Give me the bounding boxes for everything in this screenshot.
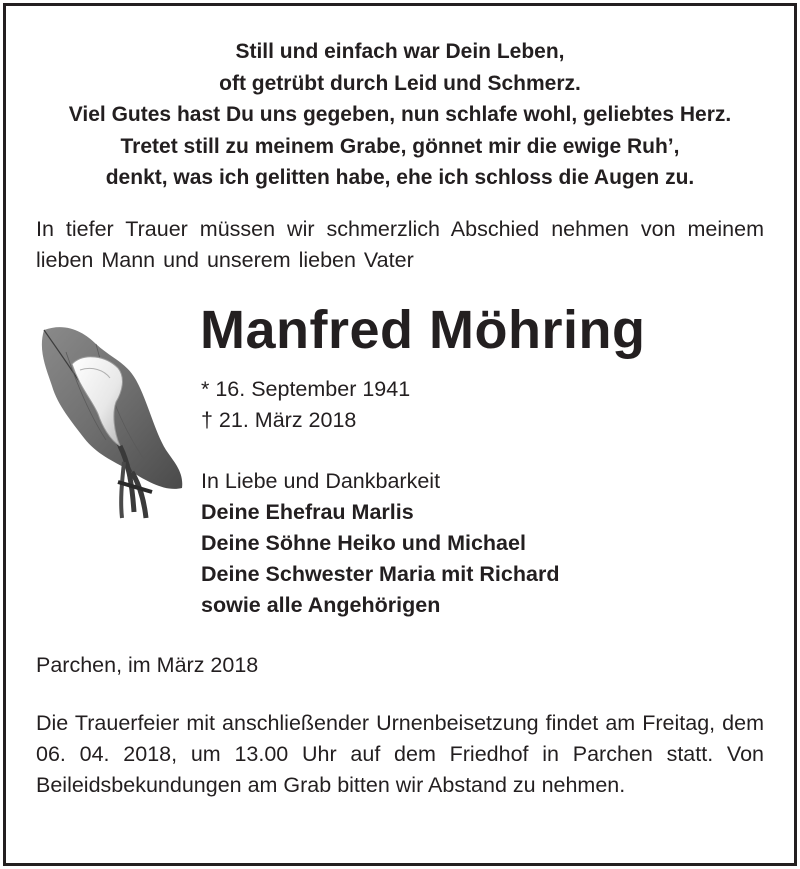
mourners-intro: In Liebe und Dankbarkeit [201, 469, 441, 493]
poem [0, 36, 800, 194]
birth-date: * 16. September 1941 [201, 377, 411, 401]
deceased-name: Manfred Möhring [200, 300, 646, 360]
service-notice: Die Trauerfeier mit anschließender Urnenbeisetzung findet am Freitag, dem 06. 04. 2018, um 13.00 Uhr auf dem Friedhof in Parchen statt. Von Beileidsbekundungen am Grab bitten wir Abstand zu nehmen. [36, 711, 764, 797]
mourner-line: Deine Ehefrau Marlis [201, 500, 414, 524]
mourners [201, 466, 559, 621]
poem-line: Still und einfach war Dein Leben, [235, 40, 565, 63]
poem-line: Viel Gutes hast Du uns gegeben, nun schlafe wohl, geliebtes Herz. [68, 103, 732, 126]
life-dates [201, 374, 410, 436]
calla-lily-icon [36, 322, 186, 522]
mourner-line: sowie alle Angehörigen [201, 593, 441, 617]
place-date: Parchen, im März 2018 [36, 653, 259, 677]
poem-line: oft getrübt durch Leid und Schmerz. [219, 71, 581, 95]
death-date: † 21. März 2018 [201, 408, 357, 432]
poem-line: denkt, was ich gelitten habe, ehe ich schloss die Augen zu. [105, 166, 695, 189]
poem-line: Tretet still zu meinem Grabe, gönnet mir die ewige Ruh’, [120, 134, 680, 158]
mourner-line: Deine Schwester Maria mit Richard [201, 562, 560, 586]
intro-text: In tiefer Trauer müssen wir schmerzlich Abschied nehmen von meinem lieben Mann und unserem lieben Vater [36, 217, 764, 272]
mourner-line: Deine Söhne Heiko und Michael [201, 531, 526, 555]
